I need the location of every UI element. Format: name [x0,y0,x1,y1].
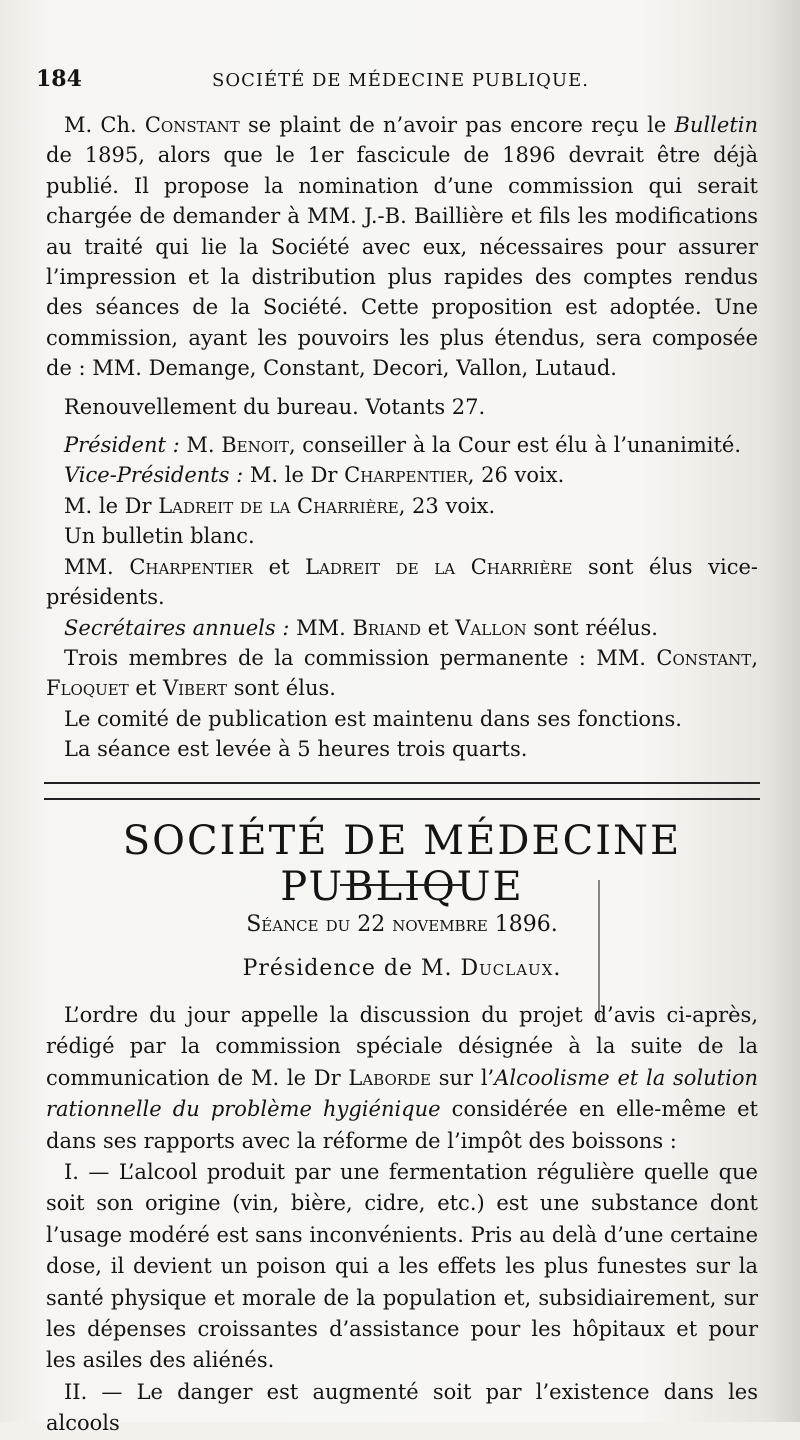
elus-line: MM. Charpentier et Ladreit de la Charrière sont élus vice-présidents. [46,554,758,610]
point-two-paragraph: II. — Le danger est augmenté soit par l’existence dans les alcools [46,1379,758,1436]
page-number: 184 [36,66,82,92]
presidence-line: Présidence de M. Duclaux. [242,956,562,981]
margin-mark [598,880,600,1020]
commission-permanente-line: Trois membres de la commission permanente : MM. Constant, Floquet et Vibert sont élus. [46,645,758,701]
paragraph-constant: M. Ch. Constant se plaint de n’avoir pas encore reçu le Bulletin de 1895, alors que le 1er fascicule de 1896 devrait être déjà publié. Il propose la nomination d’une commission qui serait chargée de demander à MM. J.-B. Baillière et fils les modifications au traité qui lie la Société avec eux, nécessaires pour assurer l’impression et la distribution plus rapides des comptes rendus des séances de la Société. Cette proposition est adoptée. Une commission, ayant les pouvoirs les plus étendus, sera composée de : MM. Demange, Constant, Decori, Vallon, Lutaud. [46,113,758,381]
seance-levee-line: La séance est levée à 5 heures trois quarts. [64,737,528,762]
vice-president-2-line: M. le Dr Ladreit de la Charrière, 23 voix. [64,493,496,518]
ordre-du-jour-paragraph: L’ordre du jour appelle la discussion du projet d’avis ci-après, rédigé par la commission spéciale désignée à la suite de la communication de M. le Dr Laborde sur l’Alcoolisme et la solution rationnelle du problème hygiénique considérée en elle-même et dans ses rapports avec la réforme de l’impôt des boissons : [46,1003,759,1153]
comite-line: Le comité de publication est maintenu dans ses fonctions. [64,706,682,731]
seance-date: Séance du 22 novembre 1896. [246,912,558,937]
renouvellement-line: Renouvellement du bureau. Votants 27. [64,394,486,419]
page-header [36,66,760,102]
short-rule-divider [340,884,462,886]
secretaires-line: Secrétaires annuels : MM. Briand et Vallon sont réélus. [64,615,658,640]
section-two [46,1000,758,1440]
double-rule-divider [44,782,760,800]
section-title: SOCIÉTÉ DE MÉDECINE PUBLIQUE [122,818,682,910]
vice-president-line: Vice-Présidents : M. le Dr Charpentier, 26 voix. [64,463,565,488]
president-line: Président : M. Benoit, conseiller à la Cour est élu à l’unanimité. [64,433,742,458]
bulletin-blanc-line: Un bulletin blanc. [64,524,255,549]
section-one [46,110,758,765]
point-one-paragraph: I. — L’alcool produit par une fermentation régulière quelle que soit son origine (vin, bière, cidre, etc.) est une substance dont l’usage modéré est sans inconvénients. Pris au delà d’une certaine dose, il devient un poison qui a les effets les plus funestes sur la santé physique et morale de la population et, subsidiairement, sur les dépenses croissantes d’assistance pour les hôpitaux et pour les asiles des aliénés. [46,1160,758,1373]
running-title: SOCIÉTÉ DE MÉDECINE PUBLIQUE. [212,70,589,91]
